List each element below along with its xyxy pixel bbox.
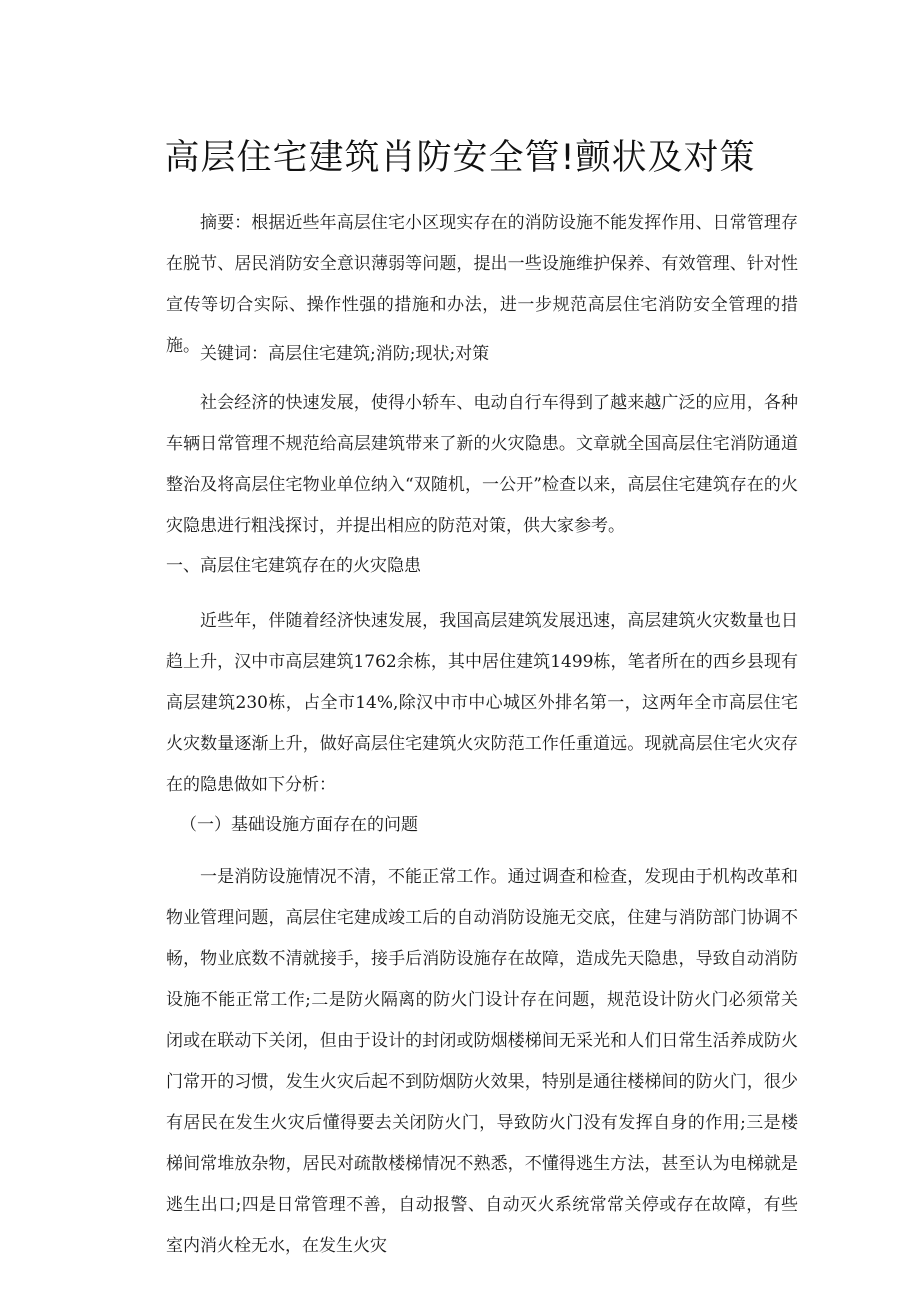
keywords-line: 关键词：高层住宅建筑;消防;现状;对策 bbox=[200, 344, 490, 364]
intro-paragraph: 社会经济的快速发展，使得小轿车、电动自行车得到了越来越广泛的应用，各种车辆日常管理不规范给高层建筑带来了新的火灾隐患。文章就全国高层住宅消防通道整治及将高层住宅物业单位纳入“双随机，一公开”检查以来，高层住宅建筑存在的火灾隐患进行粗浅探讨，并提出相应的防范对策，供大家参考。 bbox=[166, 393, 798, 536]
abstract-paragraph: 摘要：根据近些年高层住宅小区现实存在的消防设施不能发挥作用、日常管理存在脱节、居民消防安全意识薄弱等问题，提出一些设施维护保养、有效管理、针对性宣传等切合实际、操作性强的措施和办法，进一步规范高层住宅消防安全管理的措施。 bbox=[166, 213, 798, 356]
section-body-paragraph: 近些年，伴随着经济快速发展，我国高层建筑发展迅速，高层建筑火灾数量也日趋上升，汉中市高层建筑1762余栋，其中居住建筑1499栋，笔者所在的西乡县现有高层建筑230栋，占全市14%,除汉中市中心城区外排名第一，这两年全市高层住宅火灾数量逐渐上升，做好高层住宅建筑火灾防范工作任重道远。现就高层住宅火灾存在的隐患做如下分析： bbox=[166, 611, 798, 795]
subsection-heading: （一）基础设施方面存在的问题 bbox=[180, 815, 418, 835]
section-heading: 一、高层住宅建筑存在的火灾隐患 bbox=[166, 556, 421, 576]
document-title: 高层住宅建筑肖防安全管!颤状及对策 bbox=[164, 138, 756, 178]
subsection-body-paragraph: 一是消防设施情况不清，不能正常工作。通过调查和检查，发现由于机构改革和物业管理问题，高层住宅建成竣工后的自动消防设施无交底，住建与消防部门协调不畅，物业底数不清就接手，接手后消防设施存在故障，造成先天隐患，导致自动消防设施不能正常工作;二是防火隔离的防火门设计存在问题，规范设计防火门必须常关闭或在联动下关闭，但由于设计的封闭或防烟楼梯间无采光和人们日常生活养成防火门常开的习惯，发生火灾后起不到防烟防火效果，特别是通往楼梯间的防火门，很少有居民在发生火灾后懂得要去关闭防火门，导致防火门没有发挥自身的作用;三是楼梯间常堆放杂物，居民对疏散楼梯情况不熟悉，不懂得逃生方法，甚至认为电梯就是逃生出口;四是日常管理不善，自动报警、自动灭火系统常常关停或存在故障，有些室内消火栓无水，在发生火灾 bbox=[166, 867, 798, 1256]
